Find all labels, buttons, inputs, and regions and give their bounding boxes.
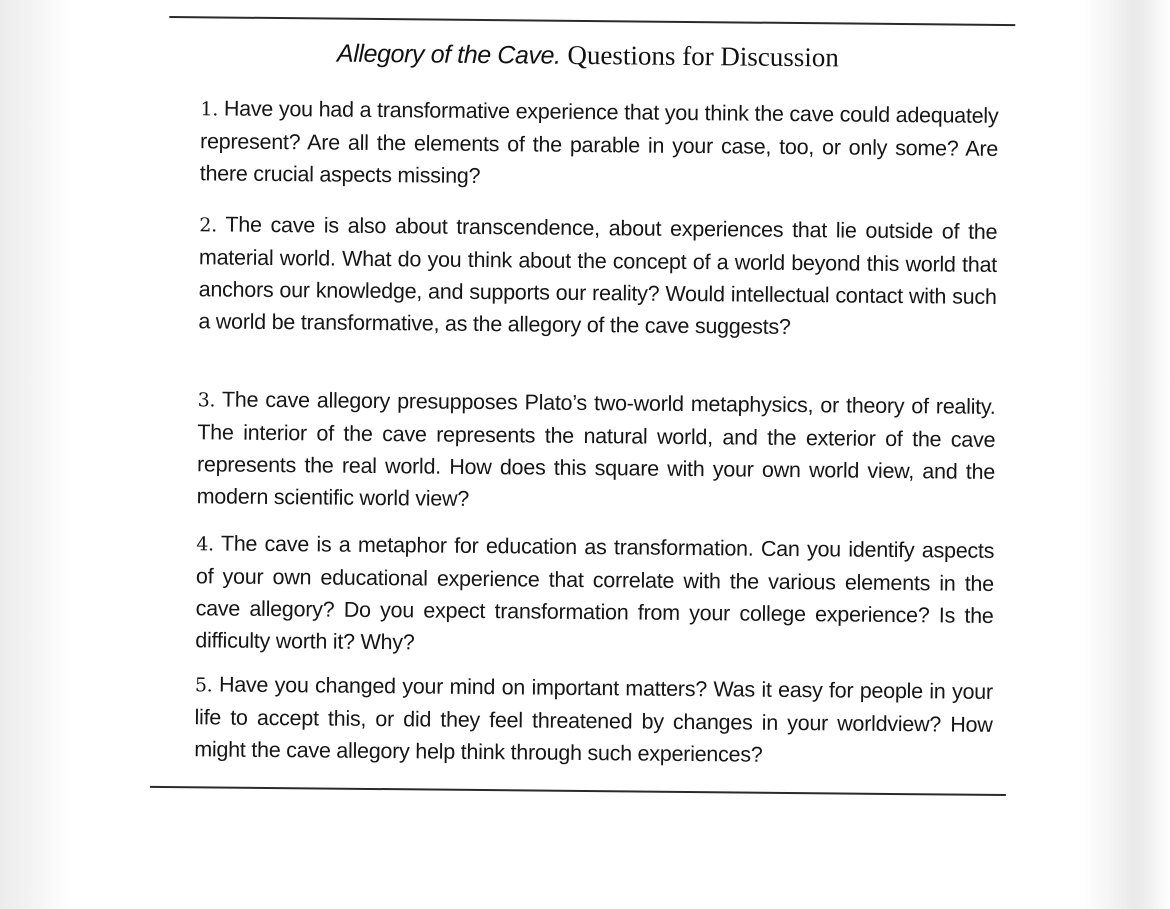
question-text: Have you changed your mind on important matters? Was it easy for people in your life to accept this, or did they feel threatened by changes in your worldview? How might the cave allegory help think through such experiences? [194,672,993,767]
bottom-divider [150,786,1006,796]
scan-shadow-left [0,0,70,909]
question-1 [200,92,999,197]
title-italic: Allegory of the Cave. [336,39,561,70]
document-page [145,0,1024,909]
title-rest: Questions for Discussion [560,39,840,73]
question-text: The cave allegory presupposes Plato’s two-world metaphysics, or theory of reality. The interior of the cave represents the natural world, and the exterior of the cave represents the real world. How does this square with your own world view, and the modern scientific world view? [196,387,996,511]
question-number: 1. [200,98,219,121]
question-number: 3. [197,389,216,412]
question-text: The cave is also about transcendence, about experiences that lie outside of the material world. What do you think about the concept of a world beyond this world that anchors our knowledge, and supports our reality? Would intellectual contact with such a world be transformative, as the allegory of the cave suggests? [198,212,998,339]
question-2 [198,208,997,345]
page-title [153,36,1023,75]
question-number: 2. [199,214,218,237]
question-5 [194,668,993,773]
question-number: 5. [194,674,213,697]
question-number: 4. [196,533,214,556]
question-3 [197,383,996,520]
scan-shadow-right [1080,0,1170,909]
top-divider [169,16,1015,26]
question-text: The cave is a metaphor for education as transformation. Can you identify aspects of your own educational experience that correlate with the various elements in the cave allegory? Do you expect transformation from your college experience? Is the difficulty worth it? Why? [195,531,995,655]
question-text: Have you had a transformative experience that you think the cave could adequately represent? Are all the elements of the parable in your case, too, or only some? Are there crucial aspects missing? [199,96,999,188]
question-4 [195,527,994,664]
